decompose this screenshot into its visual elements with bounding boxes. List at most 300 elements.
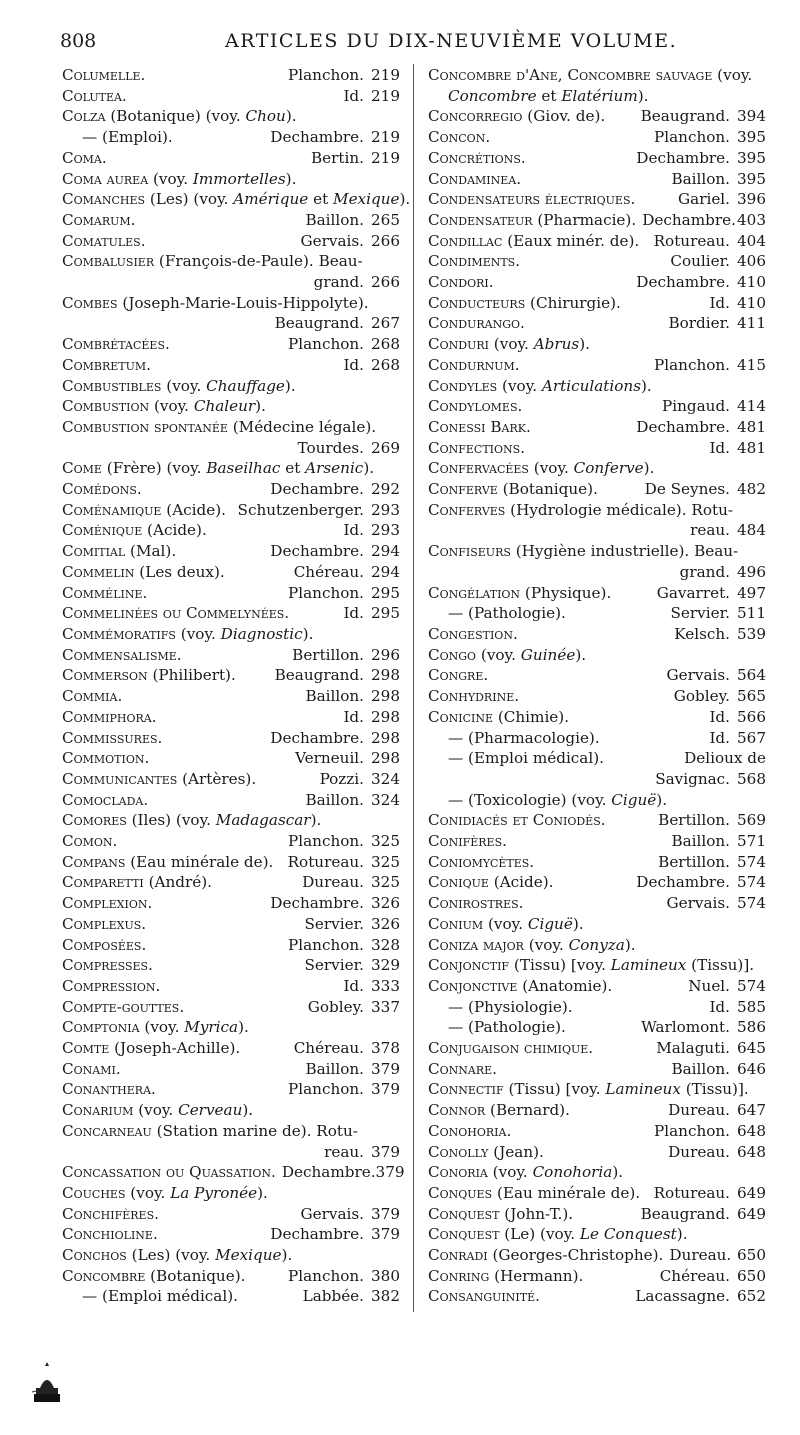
entry-author: Beaugrand. — [274, 666, 364, 685]
entry-reference: Madagascar — [215, 811, 311, 830]
index-entry — [428, 86, 766, 107]
entry-punctuation: ). — [242, 1101, 254, 1120]
entry-reference: Baseilhac — [206, 459, 281, 478]
index-entry — [62, 872, 400, 893]
entry-punctuation: ). — [302, 624, 314, 643]
entry-headword: Condillac — [428, 231, 503, 250]
entry-author: Planchon. — [288, 583, 364, 602]
entry-author: Id. — [709, 707, 730, 726]
entry-dash: — — [448, 728, 464, 747]
entry-page: 652 — [737, 1287, 766, 1306]
entry-author: Bertin. — [311, 148, 364, 167]
entry-page: 379 — [371, 1080, 400, 1099]
entry-qualifier: (Toxicologie) (voy. — [463, 790, 612, 809]
entry-qualifier: (Les) (voy. — [126, 1246, 216, 1265]
entry-qualifier: (Le) (voy. — [499, 1225, 580, 1244]
entry-headword: Connor — [428, 1101, 486, 1120]
index-entry — [428, 1286, 766, 1307]
entry-author: Chéreau. — [659, 1266, 730, 1285]
entry-headword: Commia. — [62, 687, 123, 706]
column-divider — [413, 64, 414, 1312]
index-entry — [62, 769, 400, 790]
entry-author: Planchon. — [288, 1080, 364, 1099]
index-entry — [62, 251, 400, 272]
entry-author: Servier. — [304, 914, 364, 933]
entry-headword: Compte-gouttes. — [62, 997, 185, 1016]
index-entry — [62, 148, 400, 169]
entry-headword: Conolly — [428, 1142, 489, 1161]
entry-headword: Conium — [428, 914, 484, 933]
index-entry — [62, 479, 400, 500]
entry-page: 586 — [737, 1018, 766, 1037]
entry-qualifier: (voy. — [125, 1183, 171, 1202]
entry-page: 481 — [737, 417, 766, 436]
index-entry — [428, 1100, 766, 1121]
index-entry — [62, 997, 400, 1018]
index-entry — [62, 520, 400, 541]
entry-punctuation: ). — [255, 397, 266, 416]
entry-dash: — — [448, 749, 464, 768]
entry-page: 296 — [371, 645, 400, 664]
entry-qualifier: (voy. — [488, 335, 534, 354]
entry-qualifier: (Artères). — [177, 769, 257, 788]
entry-page: 585 — [737, 997, 766, 1016]
index-entry — [62, 106, 400, 127]
entry-reference: Immortelles — [192, 169, 286, 188]
entry-author: Dechambre. — [636, 417, 730, 436]
page-number: 808 — [60, 30, 97, 52]
index-entry — [428, 583, 766, 604]
entry-headword: Conferve — [428, 480, 498, 499]
index-entry — [428, 645, 766, 666]
entry-page: 268 — [371, 335, 400, 354]
entry-page: 293 — [371, 521, 400, 540]
index-entry — [62, 914, 400, 935]
entry-page: 404 — [737, 231, 766, 250]
index-entry — [428, 1183, 766, 1204]
entry-author: Dechambre. — [270, 894, 364, 913]
entry-page: 406 — [737, 252, 766, 271]
entry-author: Gervais. — [666, 666, 730, 685]
index-entry — [428, 458, 766, 479]
entry-headword: Condylomes. — [428, 397, 523, 416]
entry-page: 268 — [371, 355, 400, 374]
entry-qualifier: (voy. — [133, 1101, 179, 1120]
index-entry — [62, 707, 400, 728]
index-entry — [62, 603, 400, 624]
entry-page: 333 — [371, 976, 400, 995]
index-entry — [62, 376, 400, 397]
entry-qualifier: (Jean). — [488, 1142, 544, 1161]
entry-author: Dechambre. — [270, 128, 364, 147]
entry-punctuation: ). — [238, 1018, 249, 1037]
entry-headword: Condyles — [428, 376, 498, 395]
entry-punctuation: et — [308, 190, 334, 209]
index-entry — [428, 251, 766, 272]
index-entry — [428, 541, 766, 562]
entry-page: 267 — [371, 314, 400, 333]
entry-headword: Commiphora. — [62, 707, 157, 726]
entry-page: 378 — [371, 1039, 400, 1058]
entry-author: Chéreau. — [293, 1039, 364, 1058]
index-entry — [428, 417, 766, 438]
entry-page: 647 — [737, 1101, 766, 1120]
entry-author: Bertillon. — [658, 852, 730, 871]
entry-headword: Comanches — [62, 190, 146, 209]
entry-headword: Come — [62, 459, 102, 478]
entry-headword: Commelin — [62, 562, 135, 581]
index-entry — [428, 1224, 766, 1245]
entry-reference: Mexique — [215, 1246, 282, 1265]
entry-page: 511 — [737, 604, 766, 623]
entry-qualifier: (voy. — [483, 914, 528, 933]
entry-reference: Lamineux — [610, 956, 687, 975]
entry-reference: Cerveau — [178, 1101, 243, 1120]
entry-reference: Chaleur — [193, 397, 256, 416]
entry-page: 395 — [737, 148, 766, 167]
entry-author: Baillon. — [671, 832, 730, 851]
entry-qualifier: (Emploi médical). — [97, 1287, 238, 1306]
index-entry — [62, 500, 400, 521]
entry-page: 294 — [371, 542, 400, 561]
index-entry — [62, 1286, 400, 1307]
index-entry — [428, 127, 766, 148]
entry-author: Id. — [343, 521, 364, 540]
entry-author: Planchon. — [654, 355, 730, 374]
index-entry — [62, 355, 400, 376]
entry-page: 292 — [371, 480, 400, 499]
entry-author: Id. — [709, 997, 730, 1016]
entry-headword: Coniomycètes. — [428, 852, 535, 871]
entry-headword: Condurango. — [428, 314, 525, 333]
index-entry — [62, 790, 400, 811]
entry-headword: Condensateurs électriques. — [428, 190, 636, 209]
index-entry — [62, 1038, 400, 1059]
entry-page: 646 — [737, 1059, 766, 1078]
entry-page: 219 — [371, 128, 400, 147]
index-entry — [62, 665, 400, 686]
entry-page: 298 — [371, 749, 400, 768]
entry-author: Gavarret. — [656, 583, 730, 602]
entry-author: Gervais. — [300, 1204, 364, 1223]
entry-page: 648 — [737, 1121, 766, 1140]
index-entry — [428, 313, 766, 334]
entry-headword: Comparetti — [62, 873, 144, 892]
entry-headword: Comméline. — [62, 583, 148, 602]
entry-headword: Communicantes — [62, 769, 178, 788]
entry-punctuation: ). — [363, 459, 375, 478]
index-entry — [428, 65, 766, 86]
index-entry — [428, 707, 766, 728]
printer-ornament-icon — [30, 1358, 64, 1406]
entry-reference: Ciguë — [611, 790, 657, 809]
entry-author: Pingaud. — [662, 397, 730, 416]
entry-headword: Connare. — [428, 1059, 497, 1078]
entry-reference: Articulations — [541, 376, 641, 395]
entry-page: 326 — [371, 914, 400, 933]
index-entry — [428, 1079, 766, 1100]
index-entry — [428, 1266, 766, 1287]
entry-qualifier: (Pathologie). — [463, 1018, 566, 1037]
entry-page: 394 — [737, 107, 766, 126]
entry-punctuation: ). — [643, 459, 655, 478]
entry-reference: Conohoria — [532, 1163, 613, 1182]
entry-page: 410 — [737, 273, 766, 292]
entry-headword: Conquest — [428, 1204, 500, 1223]
entry-punctuation: ). — [572, 914, 584, 933]
entry-headword: Commotion. — [62, 749, 150, 768]
entry-headword: Conchifères. — [62, 1204, 159, 1223]
entry-author: Dechambre. — [270, 480, 364, 499]
entry-author: Planchon. — [654, 128, 730, 147]
entry-page: 298 — [371, 728, 400, 747]
entry-author: Id. — [709, 293, 730, 312]
entry-author: Planchon. — [288, 335, 364, 354]
entry-author: Id. — [343, 707, 364, 726]
entry-page: 328 — [371, 935, 400, 954]
index-entry — [62, 1162, 405, 1183]
entry-headword: Conanthera. — [62, 1080, 156, 1099]
entry-punctuation: ). — [676, 1225, 688, 1244]
entry-author: Dechambre. — [642, 210, 736, 229]
entry-qualifier: (Eaux minér. de). — [502, 231, 640, 250]
index-entry — [428, 1204, 766, 1225]
entry-reference: Abrus — [533, 335, 580, 354]
entry-headword: Confections. — [428, 438, 526, 457]
entry-author: Dechambre. — [636, 873, 730, 892]
index-entry — [62, 583, 400, 604]
entry-page: 325 — [371, 832, 400, 851]
entry-page: 650 — [737, 1266, 766, 1285]
entry-headword: Columelle. — [62, 66, 146, 84]
index-entry — [428, 479, 766, 500]
entry-author: Schutzenberger. — [237, 500, 364, 519]
entry-author: Dureau. — [668, 1101, 730, 1120]
entry-punctuation: ). — [579, 335, 590, 354]
index-entry — [62, 831, 400, 852]
entry-qualifier: (voy. — [528, 459, 574, 478]
entry-qualifier: (Les deux). — [134, 562, 225, 581]
entry-qualifier: (Chimie). — [493, 707, 570, 726]
entry-qualifier: (voy. — [497, 376, 542, 395]
index-entry — [62, 1017, 400, 1038]
entry-page: 569 — [737, 811, 766, 830]
entry-headword: Combes — [62, 293, 118, 312]
entry-reference: Lamineux — [605, 1080, 681, 1099]
entry-page: 566 — [737, 707, 766, 726]
entry-punctuation: et — [536, 86, 562, 105]
index-entry — [62, 86, 400, 107]
entry-page: 295 — [371, 604, 400, 623]
index-entry — [428, 106, 766, 127]
index-entry — [428, 355, 766, 376]
index-entry — [62, 458, 400, 479]
entry-page: 329 — [371, 956, 400, 975]
entry-author: Chéreau. — [293, 562, 364, 581]
entry-headword: Conique — [428, 873, 489, 892]
entry-reference: Elatérium — [561, 86, 638, 105]
entry-author: Rotureau. — [287, 852, 364, 871]
index-entry — [428, 810, 766, 831]
entry-headword: Condiments. — [428, 252, 521, 271]
index-entry — [62, 541, 400, 562]
index-entry — [62, 1266, 400, 1287]
index-entry — [428, 728, 766, 749]
entry-author: Pozzi. — [319, 769, 364, 788]
entry-headword: Coménique — [62, 521, 143, 540]
entry-author: Gervais. — [666, 894, 730, 913]
entry-page: 403 — [737, 210, 766, 229]
index-entry — [428, 500, 766, 521]
entry-headword: Congestion. — [428, 624, 518, 643]
index-entry — [62, 955, 400, 976]
entry-reference: Chou — [245, 107, 286, 126]
entry-qualifier: (Frère) (voy. — [101, 459, 207, 478]
entry-headword: Complexion. — [62, 894, 153, 913]
entry-headword: Concombre — [62, 1266, 146, 1285]
entry-page: 484 — [737, 521, 766, 540]
entry-qualifier: (Bernard). — [485, 1101, 570, 1120]
entry-page: 325 — [371, 852, 400, 871]
entry-qualifier: (Emploi). — [97, 128, 173, 147]
entry-qualifier: (Botanique). — [145, 1266, 246, 1285]
entry-author: Baillon. — [305, 1059, 364, 1078]
entry-author: Warlomont. — [641, 1018, 730, 1037]
entry-headword: Comédons. — [62, 480, 142, 499]
entry-author: Dechambre. — [270, 542, 364, 561]
entry-qualifier: (Botanique) (voy. — [105, 107, 246, 126]
entry-qualifier: (voy. — [712, 66, 753, 84]
index-entry — [62, 396, 400, 417]
entry-qualifier: (Mal). — [125, 542, 177, 561]
entry-author: De Seynes. — [644, 480, 730, 499]
entry-headword: Concon. — [428, 128, 491, 147]
entry-page: 482 — [737, 480, 766, 499]
index-entry — [428, 1121, 766, 1142]
entry-headword: Colutea. — [62, 86, 127, 105]
entry-author: Rotureau. — [653, 231, 730, 250]
entry-dash: — — [82, 128, 98, 147]
entry-author: Coulier. — [670, 252, 730, 271]
entry-qualifier: (Station marine de). Rotu- — [151, 1121, 358, 1140]
entry-page: 396 — [737, 190, 766, 209]
entry-qualifier: (Physiologie). — [463, 997, 573, 1016]
entry-page: 645 — [737, 1039, 766, 1058]
entry-author: Dechambre. — [270, 1225, 364, 1244]
entry-headword: Concrétions. — [428, 148, 526, 167]
entry-headword: Commensalisme. — [62, 645, 182, 664]
index-entry — [428, 1017, 766, 1038]
index-entry — [428, 169, 766, 190]
entry-headword: Condori. — [428, 273, 494, 292]
entry-qualifier: (voy. — [523, 935, 569, 954]
entry-headword: Comoclada. — [62, 790, 149, 809]
entry-page: 574 — [737, 852, 766, 871]
entry-qualifier: (Hydrologie médicale). Rotu- — [505, 500, 733, 519]
entry-headword: Comitial — [62, 542, 126, 561]
index-entry — [62, 1183, 400, 1204]
index-entry — [62, 334, 400, 355]
entry-headword: Combustion spontanée — [62, 417, 228, 436]
index-entry — [428, 624, 766, 645]
entry-headword: Condurnum. — [428, 355, 520, 374]
index-entry — [428, 748, 766, 769]
entry-page: 649 — [737, 1183, 766, 1202]
entry-headword: Conradi — [428, 1246, 488, 1265]
entry-headword: Comatules. — [62, 231, 146, 250]
entry-author: Baillon. — [305, 210, 364, 229]
entry-author: Lacassagne. — [635, 1287, 730, 1306]
entry-page: 219 — [371, 86, 400, 105]
entry-headword: Conques — [428, 1183, 493, 1202]
entry-author: Servier. — [304, 956, 364, 975]
entry-reference: Chauffage — [206, 376, 285, 395]
index-entry — [428, 520, 766, 541]
entry-qualifier: (voy. — [148, 169, 193, 188]
entry-reference: Conferve — [573, 459, 644, 478]
entry-headword: Conhydrine. — [428, 687, 520, 706]
index-entry — [428, 893, 766, 914]
entry-headword: Coma aurea — [62, 169, 149, 188]
entry-qualifier: (voy. — [161, 376, 207, 395]
entry-page: 481 — [737, 438, 766, 457]
entry-headword: Consanguinité. — [428, 1287, 540, 1306]
entry-page: 414 — [737, 397, 766, 416]
entry-qualifier: (Pharmacologie). — [463, 728, 600, 747]
index-entry — [62, 645, 400, 666]
entry-page: 497 — [737, 583, 766, 602]
entry-headword: Combalusier — [62, 252, 155, 271]
entry-page: 410 — [737, 293, 766, 312]
entry-headword: Complexus. — [62, 914, 147, 933]
index-entry — [428, 148, 766, 169]
entry-headword: Conferves — [428, 500, 506, 519]
entry-headword: Conarium — [62, 1101, 134, 1120]
entry-page: 294 — [371, 562, 400, 581]
index-entry — [428, 376, 766, 397]
entry-dash: — — [448, 997, 464, 1016]
entry-headword: Congo — [428, 645, 477, 664]
entry-headword: Conohoria. — [428, 1121, 512, 1140]
entry-headword: Commissures. — [62, 728, 163, 747]
entry-qualifier: (Eau minérale de). — [125, 852, 274, 871]
entry-author: Beaugrand. — [640, 1204, 730, 1223]
entry-page: 266 — [371, 231, 400, 250]
index-entry — [62, 686, 400, 707]
entry-punctuation: ). — [257, 1183, 268, 1202]
entry-qualifier: (Georges-Christophe). — [487, 1246, 664, 1265]
entry-author: Gervais. — [300, 231, 364, 250]
entry-headword: Comores — [62, 811, 127, 830]
entry-qualifier: (voy. — [487, 1163, 533, 1182]
entry-headword: Compans — [62, 852, 126, 871]
index-entry — [428, 955, 766, 976]
entry-author: Planchon. — [288, 935, 364, 954]
entry-page: 395 — [737, 169, 766, 188]
entry-headword: Commémoratifs — [62, 624, 176, 643]
index-entry — [428, 334, 766, 355]
entry-qualifier: (John-T.). — [499, 1204, 574, 1223]
index-entry — [428, 935, 766, 956]
entry-reference: Concombre — [448, 86, 537, 105]
entry-qualifier: (Les) (voy. — [145, 190, 234, 209]
index-entry — [428, 665, 766, 686]
entry-page: 565 — [737, 687, 766, 706]
entry-page: 379 — [375, 1163, 405, 1182]
entry-qualifier: (voy. — [149, 397, 194, 416]
entry-author: Dechambre. — [636, 273, 730, 292]
entry-qualifier: (Joseph-Marie-Louis-Hippolyte). — [117, 293, 369, 312]
